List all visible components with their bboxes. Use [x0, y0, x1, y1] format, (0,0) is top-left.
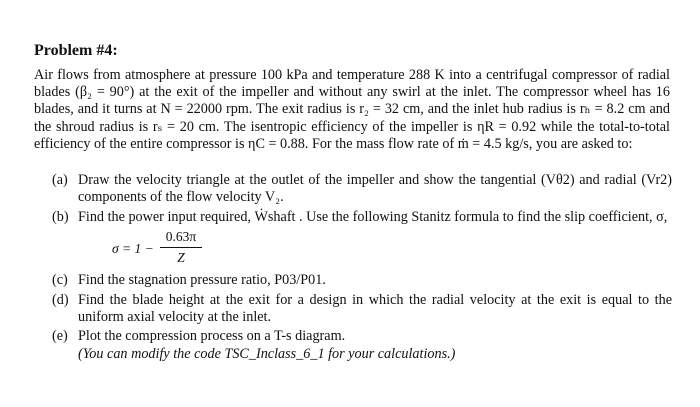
formula-denominator: Z [177, 249, 185, 265]
question-text: Find the stagnation pressure ratio, P03/P01. [78, 272, 326, 289]
question-text: Draw the velocity triangle at the outlet of the impeller and show the tangential (Vθ2) and radial (Vr2) components of the flow velocity V₂. [78, 172, 672, 206]
question-label: (a) [52, 172, 68, 188]
question-label: (d) [52, 291, 69, 308]
formula-lhs: σ = 1 − [112, 241, 154, 257]
question-note: (You can modify the code TSC_Inclass_6_1 for your calculations.) [78, 345, 456, 362]
question-d [52, 292, 672, 327]
problem-title: Problem #4: [34, 42, 118, 59]
formula-fraction [160, 228, 202, 266]
question-a [52, 172, 672, 207]
question-label: (c) [52, 272, 68, 289]
formula-numerator: 0.63π [160, 228, 202, 247]
question-b [52, 209, 672, 226]
question-label: (e) [52, 328, 68, 345]
question-text: Find the blade height at the exit for a design in which the radial velocity at the exit is equal to the uniform axial velocity at the inlet. [78, 291, 672, 326]
problem-statement: Air flows from atmosphere at pressure 100 kPa and temperature 288 K into a centrifugal compressor of radial blades (β₂ = 90°) at the exit of the impeller and without any swirl at the inlet. The compressor wheel has 16 blades, and it turns at N = 22000 rpm. The exit radius is r₂ = 32 cm, and the inlet hub radius is rₕ = 8.2 cm and the shroud radius is rₛ = 20 cm. The isentropic efficiency of the impeller is ηR = 0.92 while the total-to-total efficiency of the entire compressor is ηC = 0.88. For the mass flow rate of ṁ = 4.5 kg/s, you are asked to: [34, 67, 670, 152]
question-text: Find the power input required, Ẇshaft . Use the following Stanitz formula to find the slip coefficient, σ, [78, 208, 668, 225]
question-label: (b) [52, 208, 69, 225]
question-list [52, 172, 672, 365]
question-text: Plot the compression process on a T-s diagram. [78, 328, 346, 345]
question-e [52, 328, 672, 363]
stanitz-formula [112, 228, 672, 268]
question-c [52, 272, 672, 289]
